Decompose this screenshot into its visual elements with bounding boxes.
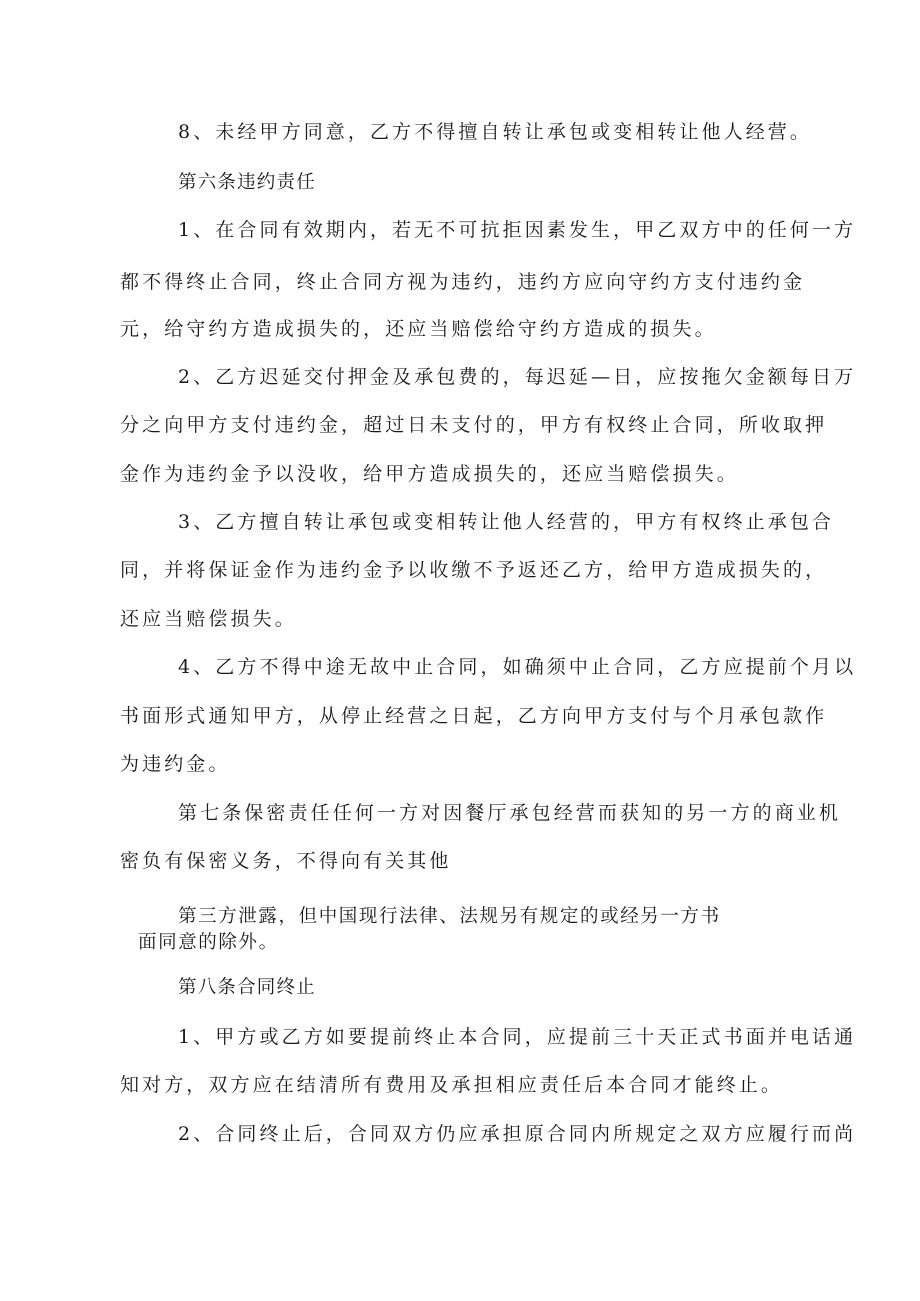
text-line: 元，给守约方造成损失的，还应当赔偿给守约方造成的损失。 xyxy=(120,318,717,340)
text-line: 为违约金。 xyxy=(120,753,231,775)
text-line: 8、未经甲方同意，乙方不得擅自转让承包或变相转让他人经营。 xyxy=(178,121,812,143)
text-line: 分之向甲方支付违约金，超过日未支付的，甲方有权终止合同，所收取押 xyxy=(120,414,828,436)
text-line: 都不得终止合同，终止合同方视为违约，违约方应向守约方支付违约金 xyxy=(120,271,806,293)
text-line: 密负有保密义务，不得向有关其他 xyxy=(120,850,452,872)
text-line: 面同意的除外。 xyxy=(138,932,279,953)
text-line: 2、乙方迟延交付押金及承包费的，每迟延—日，应按拖欠金额每日万 xyxy=(178,366,857,388)
section-heading: 第七条保密责任任何一方对因餐厅承包经营而获知的另一方的商业机 xyxy=(178,802,842,824)
text-line: 3、乙方擅自转让承包或变相转让他人经营的，甲方有权终止承包合 xyxy=(178,511,835,533)
text-line: 第三方泄露，但中国现行法律、法规另有规定的或经另一方书 xyxy=(178,906,721,927)
text-line: 1、在合同有效期内，若无不可抗拒因素发生，甲乙双方中的任何一方 xyxy=(178,219,857,241)
text-line: 知对方，双方应在结清所有费用及承担相应责任后本合同才能终止。 xyxy=(120,1074,784,1096)
text-line: 同，并将保证金作为违约金予以收缴不予返还乙方，给甲方造成损失的， xyxy=(120,559,828,581)
section-heading: 第八条合同终止 xyxy=(178,977,316,998)
text-line: 4、乙方不得中途无故中止合同，如确须中止合同，乙方应提前个月以 xyxy=(178,656,857,678)
text-line: 书面形式通知甲方，从停止经营之日起，乙方向甲方支付与个月承包款作 xyxy=(120,705,828,727)
text-line: 金作为违约金予以没收，给甲方造成损失的，还应当赔偿损失。 xyxy=(120,463,739,485)
section-heading: 第六条违约责任 xyxy=(178,172,316,193)
text-line: 2、合同终止后，合同双方仍应承担原合同内所规定之双方应履行而尚 xyxy=(178,1123,857,1145)
text-line: 还应当赔偿损失。 xyxy=(120,608,297,630)
text-line: 1、甲方或乙方如要提前终止本合同，应提前三十天正式书面并电话通 xyxy=(178,1026,857,1048)
